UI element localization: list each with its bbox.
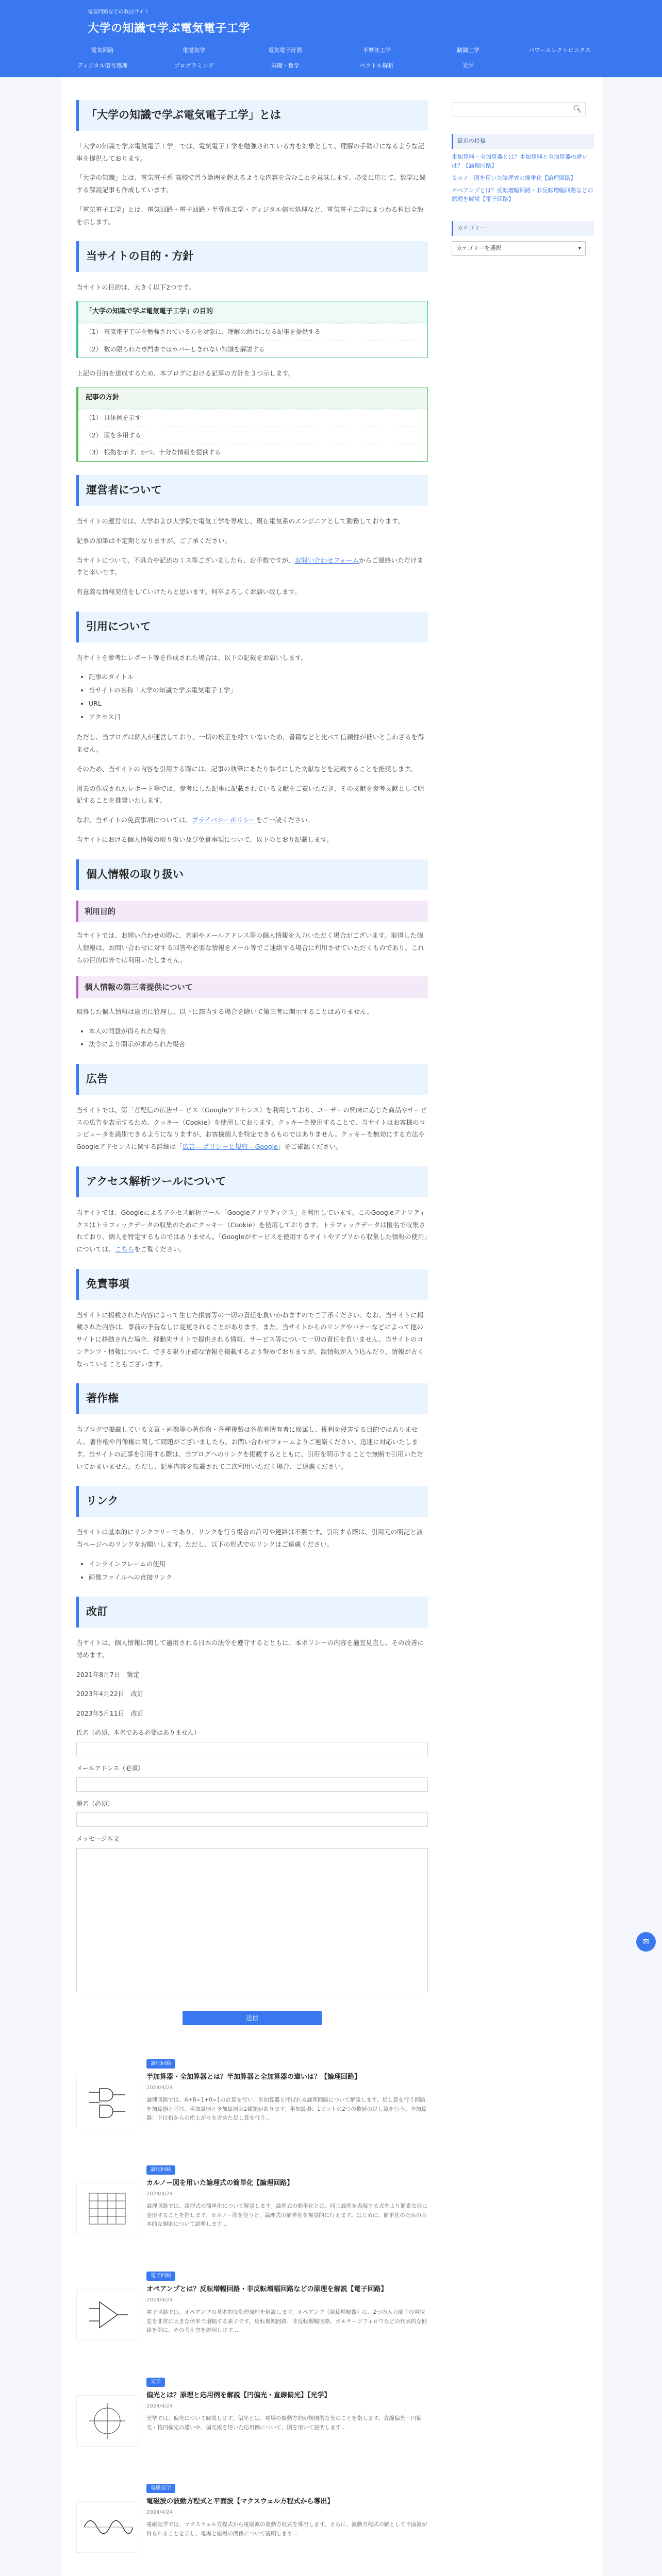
paragraph: 記事の加筆は不定期となりますが、ご了承ください。 (76, 536, 231, 545)
list-item: • 当サイトの名称「大学の知識で学ぶ電気電子工学」 (89, 684, 428, 697)
list-item: • 記事のタイトル (89, 671, 428, 683)
third-party-list (89, 1025, 428, 1051)
nav-item[interactable]: 電気電子計測 (268, 47, 303, 54)
paragraph (76, 1207, 428, 1256)
post-date: 2024/4/24 (146, 2403, 173, 2410)
text: からご連絡いただけますと幸いです。 (76, 556, 424, 577)
paragraph: 当サイトでは、お問い合わせの際に、名前やメールアドレス等の個人情報を入力いただく場合がございます。取得した個人情報は、お問い合わせに対する回答や必要な情報をメール等でご連絡する場合に利用させていただくものであり、これらの目的以外では利用いたしません。 (76, 931, 424, 964)
post-date: 2024/4/24 (146, 2191, 173, 2197)
paragraph: ただし、当ブログは個人が運営しており、一切の校正を経ていないため、書籍などと比べて信頼性が低いと言わざるを得ません。 (76, 733, 424, 754)
email-field[interactable] (76, 1777, 428, 1792)
category-badge: 論理回路 (146, 2165, 175, 2175)
section-heading: 免責事項 (76, 1269, 428, 1300)
post-body (146, 2269, 428, 2361)
post-excerpt: 光学では、偏光について解説します。偏光とは、電場の振動方向が規則的な光のことを指します。直線偏光・円偏光・楕円偏光の違いや、偏光板を用いた応用例について、図を用いて説明します... (146, 2415, 422, 2431)
chevron-down-icon: ▾ (578, 244, 581, 251)
text: 当サイトでは、Googleによるアクセス解析ツール「Googleアナリティクス」を利用しています。このGoogleアナリティクスはトラフィックデータの収集のためにクッキー（Cookie）を使用しております。トラフィックデータは匿名で収集されており、個人を特定するものではありません。「Googleがサービスを使用するサイトやアプリから収集した情報の使用」については、 (76, 1208, 427, 1253)
nav-item[interactable]: ベクトル解析 (359, 62, 394, 69)
nav-item[interactable]: パワーエレクトロニクス (528, 47, 591, 54)
paragraph: 当サイトを参考にレポート等を作成された場合は、以下の記載をお願いします。 (76, 653, 308, 662)
category-select[interactable] (452, 241, 586, 256)
recent-post-link[interactable]: 半加算器・全加算器とは？半加算器と全加算器の違いは？【論理回路】 (452, 153, 588, 169)
post-card[interactable] (76, 2376, 428, 2467)
recent-posts-widget (452, 134, 594, 204)
post-thumbnail[interactable] (76, 2183, 138, 2234)
post-title[interactable]: 偏光とは？原理と応用例を解説【円偏光・直線偏光】【光学】 (146, 2391, 331, 2399)
section-heading: 「大学の知識で学ぶ電気電子工学」とは (76, 100, 428, 131)
post-title[interactable]: カルノー図を用いた論理式の簡単化【論理回路】 (146, 2179, 294, 2187)
subsection-heading: 個人情報の第三者提供について (76, 976, 428, 998)
box-item: （1） 具体例を示す (78, 409, 427, 427)
post-title[interactable]: 半加算器・全加算器とは？半加算器と全加算器の違いは？【論理回路】 (146, 2073, 361, 2081)
submit-button[interactable]: 送信 (183, 2011, 322, 2025)
section-heading: アクセス解析ツールについて (76, 1166, 428, 1197)
post-title[interactable]: オペアンプとは？反転増幅回路・非反転増幅回路などの原理を解説【電子回路】 (146, 2285, 388, 2293)
text: をご覧ください。 (134, 1245, 186, 1253)
post-body (146, 2482, 428, 2573)
list-item: • 画像ファイルへの直接リンク (89, 1571, 428, 1584)
cite-list (89, 671, 428, 723)
name-label: 氏名（必須、本名である必要はありません） (76, 1728, 201, 1736)
message-textarea[interactable] (76, 1848, 428, 1992)
paragraph: 有意義な情報発信をしていけたらと思います。何卒よろしくお願い致します。 (76, 588, 301, 596)
purpose-box (76, 301, 428, 358)
paragraph: 「電気電子工学」とは、電気回路・電子回路・半導体工学・ディジタル信号処理など、電気電子工学にまつわる科目全般を示します。 (76, 205, 424, 226)
contact-form-link[interactable]: お問い合わせフォーム (294, 556, 359, 564)
search-icon[interactable]: 🔍︎ (573, 105, 582, 113)
box-item: （1） 電気電子工学を勉強されている方を対象に、理解の助けになる記事を提供する (78, 323, 427, 341)
post-thumbnail[interactable] (76, 2501, 138, 2553)
nav-item[interactable]: プログラミング (174, 62, 214, 69)
chat-icon[interactable]: ✉ (636, 1932, 656, 1952)
post-body (146, 2376, 428, 2467)
post-thumbnail[interactable] (76, 2289, 138, 2341)
contact-form (76, 1727, 428, 2025)
nav-item[interactable]: 基礎・数学 (271, 62, 300, 69)
text: 当サイトでは、第三者配信の広告サービス（Googleアドセンス）を利用しており、ユーザーの興味に応じた商品やサービスの広告を表示するため、クッキー（Cookie）を使用しております。クッキーを使用することで、当サイトはお客様のコンピュータを識別できるようになりますが、お客様個人を特定できるものではありません。クッキーを無効にする方法やGoogleアドセンスに関する詳細は「 (76, 1106, 427, 1151)
text: なお、当サイトの免責事項については、 (76, 816, 192, 824)
post-card[interactable] (76, 2163, 428, 2255)
site-title[interactable]: 大学の知識で学ぶ電気電子工学 (88, 22, 251, 35)
paragraph: 当サイトの目的は、大きく以下2つです。 (76, 283, 196, 292)
post-excerpt: 電子回路では、オペアンプの基本的な動作原理を解説します。オペアンプ（演算増幅器）は、2つの入力端子の電位差を非常に大きな倍率で増幅する素子です。反転増幅回路、非反転増幅回路、ボルテージフォロワなどの代表的な回路を例に、その考え方を説明します... (146, 2309, 427, 2333)
nav-item[interactable]: 半導体工学 (362, 47, 391, 54)
section-heading: 改訂 (76, 1597, 428, 1628)
recent-post-link[interactable]: オペアンプとは？反転増幅回路・非反転増幅回路などの原理を解説【電子回路】 (452, 187, 593, 203)
category-widget (452, 221, 594, 256)
paragraph: 「大学の知識で学ぶ電気電子工学」では、電気電子工学を勉強されている方を対象として、理解の手助けになるような記事を提供しております。 (76, 142, 424, 162)
paragraph (76, 1104, 428, 1153)
privacy-policy-link[interactable]: プライバシーポリシー (191, 816, 256, 824)
name-field[interactable] (76, 1742, 428, 1756)
category-badge: 論理回路 (146, 2059, 175, 2069)
section-heading: 著作権 (76, 1383, 428, 1414)
post-excerpt: 論理回路では、A+B=1+0=1の計算を行い、半加算器と呼ばれる論理回路について解説します。足し算を行う回路を加算器と呼び、半加算器と全加算器の2種類があります。半加算器：1ビットの2つの数値の足し算を行う。全加算器：下位桁からの桁上がりを含めた足し算を行う... (146, 2097, 427, 2121)
subsection-heading: 利用目的 (76, 901, 428, 923)
search-input[interactable] (452, 102, 586, 116)
site-tagline: 電気回路などの教技サイト (88, 9, 150, 15)
section-heading: 個人情報の取り扱い (76, 859, 428, 890)
box-item: （3） 根拠を示す、かつ、十分な情報を提供する (78, 444, 427, 461)
post-card[interactable] (76, 2482, 428, 2573)
section-heading: 広告 (76, 1064, 428, 1095)
paragraph: 上記の目的を達成するため、本ブログにおける記事の方針を３つ示します。 (76, 369, 295, 378)
global-nav (57, 45, 605, 71)
subject-label: 題名（必須） (76, 1800, 114, 1807)
email-label: メールアドレス（必須） (76, 1764, 144, 1772)
list-item: • アクセス日 (89, 711, 428, 723)
post-title[interactable]: 電磁波の波動方程式と平面波【マクスウェル方程式から導出】 (146, 2497, 334, 2505)
post-card[interactable] (76, 2057, 428, 2149)
category-select-value: カテゴリーを選択 (456, 244, 502, 251)
analytics-info-link[interactable]: こちら (114, 1245, 135, 1253)
paragraph (76, 814, 428, 826)
sidebar (452, 102, 594, 256)
paragraph: 当サイトに掲載された内容によって生じた損害等の一切の責任を負いかねますのでご了承ください。なお、当サイトに掲載された内容は、事前の予告なしに変更されることがあります。また、当サイトからのリンクやバナーなどによって他のサイトに移動された場合、移動先サイトで提供される情報、サービス等について一切の責任を負いません。当サイトのコンテンツ・情報について、できる限り正確な情報を掲載するよう努めておりますが、誤情報が入り込んだり、情報が古くなっていることもございます。 (76, 1311, 424, 1368)
text: をご一読ください。 (256, 816, 314, 824)
recent-post-link[interactable]: カルノー図を用いた論理式の簡単化【論理回路】 (452, 174, 576, 181)
post-excerpt: 電磁気学では、マクスウェル方程式から電磁波の波動方程式を導出します。さらに、波動方程式の解として平面波が得られることを示し、電場と磁場の関係について説明します... (146, 2521, 427, 2537)
paragraph: 取得した個人情報は適切に管理し、以下に該当する場合を除いて第三者に開示することはありません。 (76, 1007, 373, 1015)
message-label: メッセージ本文 (76, 1835, 120, 1843)
post-date: 2024/4/24 (146, 2085, 173, 2091)
box-item: （2） 数の限られた専門書ではカバーしきれない知識を解説する (78, 341, 427, 358)
section-heading: 当サイトの目的・方針 (76, 241, 428, 272)
box-item: （2） 図を多用する (78, 427, 427, 444)
post-date: 2024/4/24 (146, 2297, 173, 2303)
post-date: 2024/4/24 (146, 2510, 173, 2516)
nav-item[interactable]: 光学 (462, 62, 474, 69)
policy-box (76, 387, 428, 462)
category-badge: 電子回路 (146, 2272, 175, 2281)
post-body (146, 2057, 428, 2149)
section-heading: 引用について (76, 612, 428, 642)
revision-date: 2023年4月22日 改訂 (76, 1690, 144, 1698)
text: 」をご確認ください。 (277, 1143, 342, 1151)
paragraph: 図表の作成されたレポート等では、参考にした記事に記載されている文献をご覧いただき、その文献を参考文献として明記することを推奨いたします。 (76, 784, 424, 805)
nav-item[interactable]: 制御工学 (456, 47, 479, 54)
box-title: 「大学の知識で学ぶ電気電子工学」の目的 (78, 301, 427, 323)
list-item: • 本人の同意が得られた場合 (89, 1025, 428, 1038)
revision-date: 2021年8月7日 策定 (76, 1670, 140, 1679)
list-item: • インラインフレームの使用 (89, 1558, 428, 1570)
section-heading: リンク (76, 1486, 428, 1517)
box-title: 記事の方針 (78, 387, 427, 409)
post-card[interactable] (76, 2269, 428, 2361)
paragraph: 当ブログで掲載している文章・画像等の著作物・各種複製は各権利所有者に帰属し、権利を侵害する目的ではありません。著作権や肖像権に関して問題がございましたら、お問い合わせフォームよりご連絡ください。迅速に対応いたします。当サイトの記事を引用する際は、当ブログへのリンクを掲載するとともに、引用を明示することで無断で引用いただいてかまいません。ただし、記事内容を転載されて二次利用いただく場合、ご遠慮ください。 (76, 1426, 423, 1470)
list-item: • URL (89, 698, 428, 710)
subject-field[interactable] (76, 1812, 428, 1827)
post-excerpt: 論理回路では、論理式の簡単化について解説します。論理式の簡単化とは、同じ論理を表現する式をより簡素な形に変形することを指します。カルノー図を使うと、論理式の簡単化を視覚的に行えます。はじめに、簡単化のための基本的な規則について説明します... (146, 2203, 427, 2227)
nav-item[interactable]: ディジタル信号処理 (77, 62, 128, 69)
list-item: • 法令により開示が求められた場合 (89, 1038, 428, 1050)
section-heading: 運営者について (76, 475, 428, 506)
post-thumbnail[interactable] (76, 2077, 138, 2128)
site-header (0, 0, 662, 77)
link-rule-list (89, 1558, 428, 1584)
paragraph (76, 554, 428, 579)
paragraph: 当サイトは基本的にリンクフリーであり、リンクを行う場合の許可や連絡は不要です。引用する際は、引用元の明記と該当ページへのリンクをお願いします。ただし、以下の形式でのリンクはご遠慮ください。 (76, 1528, 423, 1549)
post-body (146, 2163, 428, 2255)
paragraph: 「大学の知識」とは、電気電子系 高校で習う範囲を超えるような内容を含むことを意味します。必要に応じて、数学に関する解説記事も作成しています。 (76, 174, 426, 194)
category-badge: 光学 (146, 2378, 165, 2387)
content-layout (61, 77, 602, 2576)
revision-date: 2023年5月11日 改訂 (76, 1709, 144, 1718)
paragraph: 当サイトは、個人情報に関して適用される日本の法令を遵守するとともに、本ポリシーの内容を適宜見直し、その改善に努めます。 (76, 1639, 424, 1659)
main-content (76, 100, 428, 2576)
paragraph: 当サイトの運営者は、大学および大学院で電気工学を専攻し、現在電気系のエンジニアとして勤務しております。 (76, 517, 404, 526)
widget-title: カテゴリー (452, 221, 594, 236)
post-thumbnail[interactable] (76, 2395, 138, 2447)
widget-title: 最近の投稿 (452, 134, 594, 149)
paragraph: 当サイトにおける個人情報の取り扱い及び免責事項について、以下のとおり記載します。 (76, 835, 333, 843)
related-posts (76, 2057, 428, 2576)
nav-item[interactable]: 電気回路 (91, 47, 114, 54)
nav-item[interactable]: 電磁気学 (182, 47, 205, 54)
category-badge: 電磁気学 (146, 2484, 175, 2493)
google-ads-policy-link[interactable]: 広告 – ポリシーと規約 – Google (182, 1143, 278, 1151)
paragraph: そのため、当サイトの内容を引用する際には、記事の執筆にあたり参考にした文献などを記載することを推奨します。 (76, 765, 417, 773)
text: 当サイトについて、不具合や記述のミス等ございましたら、お手数ですが、 (76, 556, 295, 564)
